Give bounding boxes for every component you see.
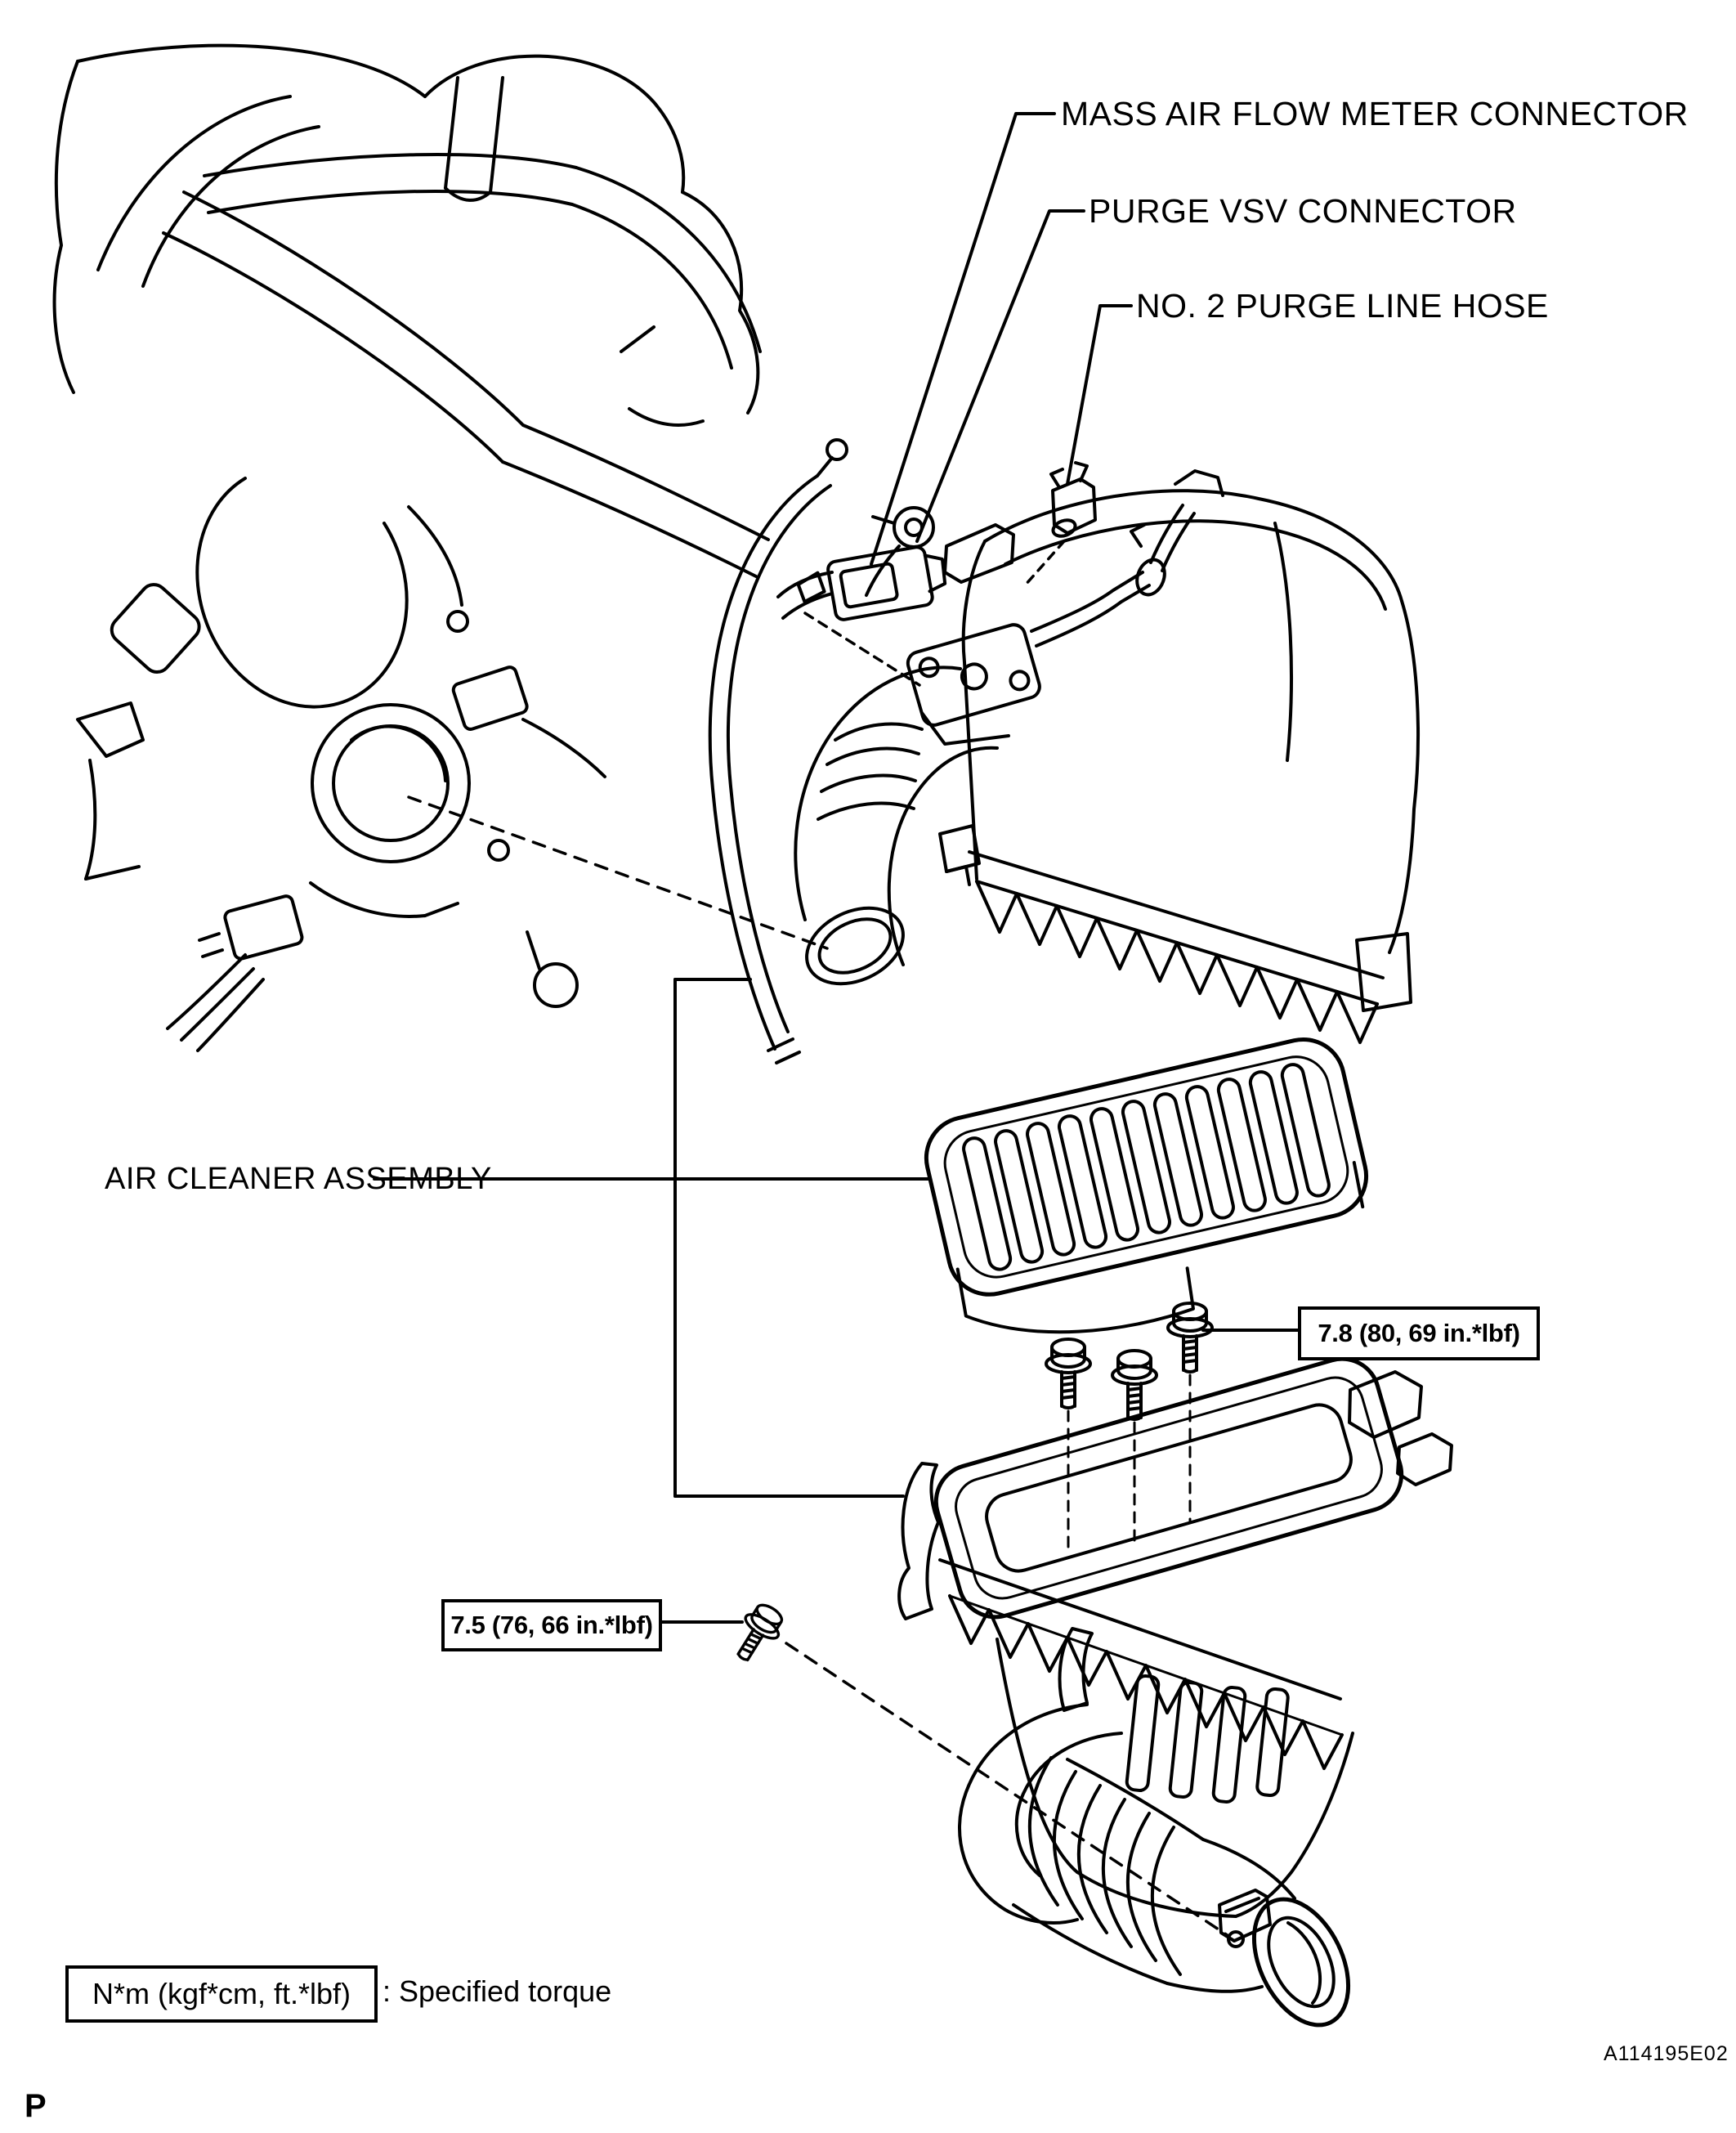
air-cleaner-cap-assembly xyxy=(710,440,1418,1063)
callout-air-cleaner-assembly: AIR CLEANER ASSEMBLY xyxy=(105,1162,492,1196)
cap-body xyxy=(945,471,1418,1042)
maf-meter-part xyxy=(906,622,1043,728)
callout-no2-purge-line-hose: NO. 2 PURGE LINE HOSE xyxy=(1136,287,1549,325)
engine-illustration xyxy=(55,46,768,1051)
air-cleaner-case xyxy=(899,1351,1452,1916)
callout-lines xyxy=(374,114,1298,1622)
legend-description: : Specified torque xyxy=(383,1974,612,2008)
torque-spec-box-78: 7.8 (80, 69 in.*lbf) xyxy=(1298,1306,1540,1360)
callout-maf-connector: MASS AIR FLOW METER CONNECTOR xyxy=(1061,95,1689,132)
callout-purge-vsv-connector: PURGE VSV CONNECTOR xyxy=(1089,192,1517,230)
case-bolts xyxy=(1046,1303,1212,1552)
page-marker: P xyxy=(25,2088,47,2124)
legend-unit-box: N*m (kgf*cm, ft.*lbf) xyxy=(65,1965,378,2023)
dashed-line-engine-to-elbow xyxy=(409,797,827,948)
torque-spec-box-75: 7.5 (76, 66 in.*lbf) xyxy=(441,1599,662,1651)
figure-id: A114195E02 xyxy=(1604,2042,1729,2065)
